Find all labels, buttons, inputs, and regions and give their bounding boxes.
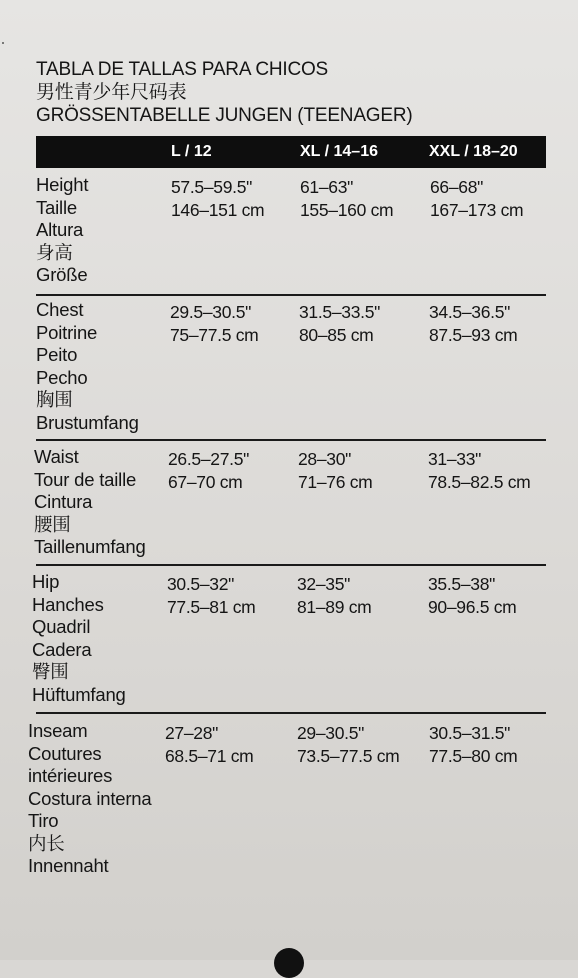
waist-xxl-cm: 78.5–82.5 cm [428, 471, 531, 492]
height-xxl-cm: 167–173 cm [430, 199, 524, 220]
height-l-cm: 146–151 cm [171, 199, 265, 220]
divider-4 [36, 712, 546, 714]
waist-xxl-value [428, 448, 530, 493]
label-coutures: Coutures [28, 742, 102, 764]
size-xl-14-16: XL / 14–16 [300, 143, 378, 160]
label-peito: Peito [36, 344, 78, 365]
label-chest: Chest [36, 299, 84, 320]
label-height: Height [36, 174, 89, 195]
hip-xxl-cm: 90–96.5 cm [428, 596, 517, 617]
inseam-xxl-cm: 77.5–80 cm [429, 745, 518, 766]
label-taille: Taille [36, 196, 77, 218]
height-xl-cm: 155–160 cm [300, 199, 394, 220]
label-waist: Waist [34, 446, 79, 467]
waist-l-cm: 67–70 cm [168, 471, 243, 492]
label-tiro: Tiro [28, 810, 59, 831]
label-grosse: Größe [36, 264, 88, 285]
inseam-l-cm: 68.5–71 cm [165, 745, 254, 766]
height-xxl-value [430, 176, 523, 221]
label-costura-interna: Costura interna [28, 787, 152, 809]
chest-labels [36, 299, 139, 434]
speck [2, 42, 4, 44]
inseam-xxl-value [429, 722, 517, 767]
size-header-bar [36, 136, 546, 168]
chest-xl-value [299, 301, 380, 346]
chest-l-inches: 29.5–30.5" [170, 302, 252, 322]
height-xl-inches: 61–63" [300, 177, 354, 197]
divider-3 [36, 564, 546, 566]
size-xxl-18-20: XXL / 18–20 [429, 143, 518, 160]
label-shengao: 身高 [36, 241, 73, 263]
inseam-xl-inches: 29–30.5" [297, 723, 365, 743]
height-xxl-inches: 66–68" [430, 177, 484, 197]
label-yaowei: 腰围 [34, 513, 71, 535]
title-german: GRÖSSENTABELLE JUNGEN (TEENAGER) [36, 105, 413, 126]
inseam-xl-value [297, 722, 399, 767]
waist-l-inches: 26.5–27.5" [168, 449, 250, 469]
label-poitrine: Poitrine [36, 321, 98, 343]
dark-blob-marking [274, 948, 304, 978]
height-xl-value [300, 176, 393, 221]
divider-1 [36, 294, 546, 296]
title-chinese: 男性青少年尺码表 [36, 82, 187, 103]
inseam-xl-cm: 73.5–77.5 cm [297, 745, 400, 766]
hip-xl-inches: 32–35" [297, 574, 351, 594]
hip-xxl-inches: 35.5–38" [428, 574, 496, 594]
label-inseam: Inseam [28, 720, 88, 741]
waist-xl-inches: 28–30" [298, 449, 352, 469]
label-hueftumfang: Hüftumfang [32, 683, 126, 705]
label-quadril: Quadril [32, 616, 91, 637]
waist-l-value [168, 448, 249, 493]
chest-l-cm: 75–77.5 cm [170, 324, 259, 345]
chest-xxl-cm: 87.5–93 cm [429, 324, 518, 345]
waist-labels [34, 446, 146, 559]
waist-xl-cm: 71–76 cm [298, 471, 373, 492]
waist-xl-value [298, 448, 372, 493]
chart-titles [36, 58, 546, 127]
label-tunwei: 臀围 [32, 661, 69, 682]
chest-xl-cm: 80–85 cm [299, 324, 374, 345]
hip-xxl-value [428, 573, 516, 618]
chest-xxl-inches: 34.5–36.5" [429, 302, 511, 322]
inseam-labels [28, 720, 151, 878]
label-taillenumfang: Taillenumfang [34, 536, 146, 557]
inseam-xxl-inches: 30.5–31.5" [429, 723, 511, 743]
height-labels [36, 174, 88, 287]
waist-xxl-inches: 31–33" [428, 449, 482, 469]
hip-l-inches: 30.5–32" [167, 574, 235, 594]
hip-l-cm: 77.5–81 cm [167, 596, 256, 617]
label-innennaht: Innennaht [28, 855, 109, 876]
hip-xl-value [297, 573, 371, 618]
title-spanish: TABLA DE TALLAS PARA CHICOS [36, 59, 329, 80]
hip-labels [32, 571, 126, 706]
label-altura: Altura [36, 219, 84, 240]
label-pecho: Pecho [36, 366, 88, 388]
label-tour-de-taille: Tour de taille [34, 468, 137, 490]
height-l-value [171, 176, 264, 221]
inseam-l-inches: 27–28" [165, 723, 219, 743]
chest-xxl-value [429, 301, 517, 346]
label-cintura: Cintura [34, 491, 93, 512]
hip-l-value [167, 573, 255, 618]
label-brustumfang: Brustumfang [36, 411, 139, 433]
label-neichang: 内长 [28, 832, 65, 854]
label-hip: Hip [32, 571, 60, 592]
label-cadera: Cadera [32, 638, 92, 660]
size-l-12: L / 12 [171, 143, 212, 160]
hip-xl-cm: 81–89 cm [297, 596, 372, 617]
chest-l-value [170, 301, 258, 346]
divider-2 [36, 439, 546, 441]
label-xiongwei: 胸围 [36, 389, 73, 410]
height-l-inches: 57.5–59.5" [171, 177, 253, 197]
label-interieures: intérieures [28, 765, 113, 786]
label-hanches: Hanches [32, 593, 104, 615]
chest-xl-inches: 31.5–33.5" [299, 302, 381, 322]
inseam-l-value [165, 722, 253, 767]
